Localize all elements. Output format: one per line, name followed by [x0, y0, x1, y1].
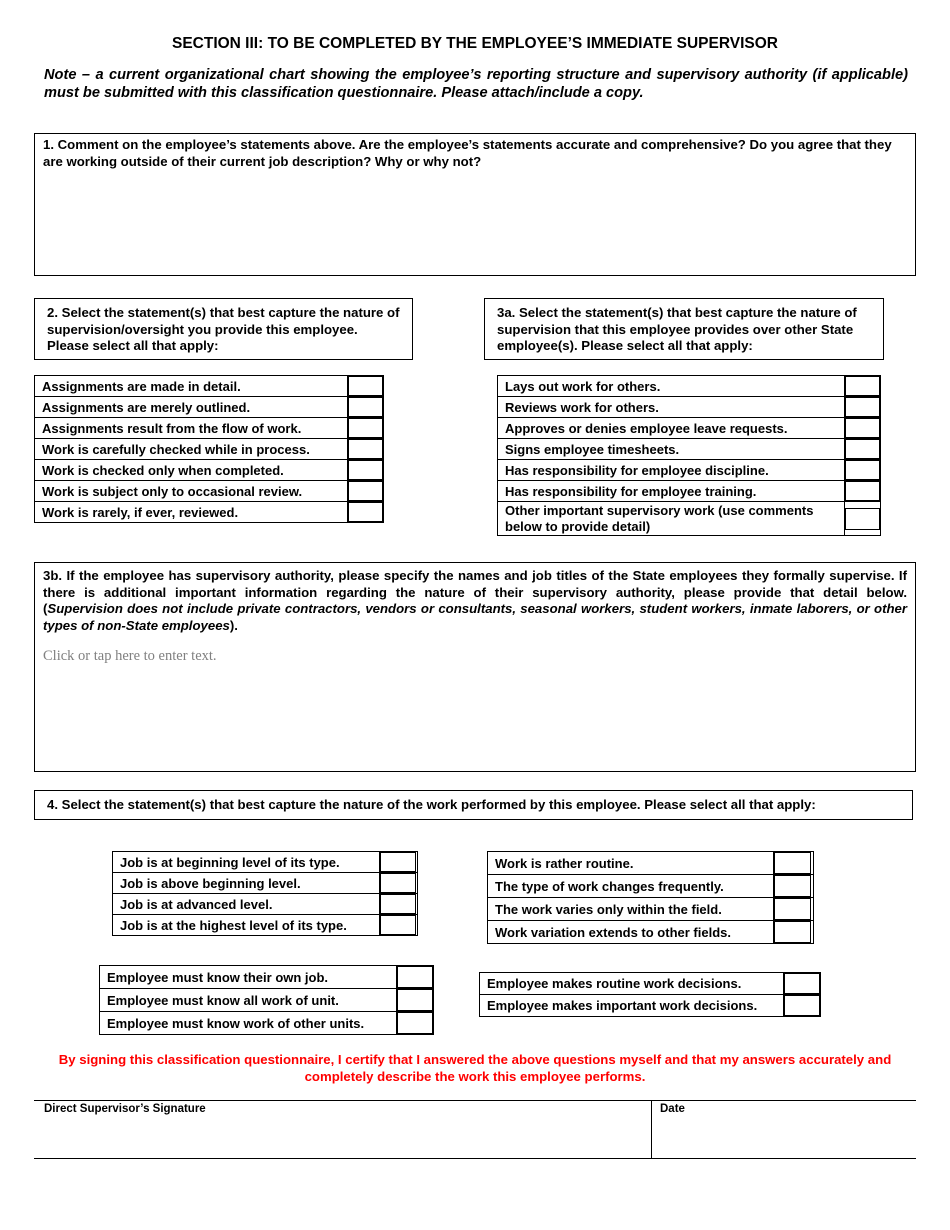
table-row [113, 915, 418, 936]
q3b-text-input[interactable]: Click or tap here to enter text. [43, 648, 217, 664]
q4-level-checkbox[interactable] [380, 852, 416, 872]
q3a-prompt-box [484, 298, 884, 360]
table-row [498, 418, 881, 439]
q2-option-checkbox[interactable] [348, 502, 383, 522]
q3a-option-label-line-1: Other important supervisory work (use comments [505, 502, 814, 518]
q2-option-label: Work is subject only to occasional review. [35, 481, 348, 502]
q3a-option-checkbox[interactable] [845, 481, 880, 501]
q4-decision-label: Employee makes routine work decisions. [480, 973, 784, 995]
q1-prompt: 1. Comment on the employee’s statements above. Are the employee’s statements accurate and comprehensive? Do you agree that they are working outside of their current job description? Why or why not? [43, 137, 892, 169]
table-row [113, 873, 418, 894]
q4-level-label: Job is at the highest level of its type. [113, 915, 380, 936]
q3a-option-checkbox[interactable] [845, 418, 880, 438]
table-row [35, 502, 384, 523]
q4-decision-label: Employee makes important work decisions. [480, 995, 784, 1017]
table-row [498, 460, 881, 481]
q4-routine-label: Work is rather routine. [488, 852, 774, 875]
q3a-option-checkbox[interactable] [845, 376, 880, 396]
date-field[interactable] [655, 1118, 913, 1156]
q4-routine-checkbox[interactable] [774, 875, 811, 897]
q3a-option-label: Lays out work for others. [498, 376, 845, 397]
table-row [100, 989, 434, 1012]
q4-knowledge-checkbox[interactable] [397, 966, 433, 988]
table-row [113, 894, 418, 915]
table-row [35, 481, 384, 502]
q4-knowledge-label: Employee must know all work of unit. [100, 989, 397, 1012]
q4-routine-checkbox[interactable] [774, 898, 811, 920]
table-row [488, 852, 814, 875]
q3b-prompt-end: ). [229, 617, 238, 633]
table-row [498, 439, 881, 460]
table-row [480, 973, 821, 995]
q4-decision-checkbox[interactable] [784, 973, 820, 994]
supervisor-signature-label: Direct Supervisor’s Signature [44, 1103, 206, 1115]
q2-prompt: 2. Select the statement(s) that best capture the nature of supervision/oversight you provide this employee. Please select all that apply: [47, 305, 400, 353]
q3a-option-label: Has responsibility for employee training. [498, 481, 845, 502]
section-title: SECTION III: TO BE COMPLETED BY THE EMPLOYEE’S IMMEDIATE SUPERVISOR [171, 35, 778, 52]
q4-level-checkbox[interactable] [380, 873, 416, 893]
q4-knowledge-label: Employee must know their own job. [100, 966, 397, 989]
table-row [100, 966, 434, 989]
table-row [100, 1012, 434, 1035]
q4-level-checkbox[interactable] [380, 915, 416, 935]
table-row [35, 418, 384, 439]
org-chart-note: Note – a current organizational chart showing the employee’s reporting structure and supervisory authority (if applicable) must be submitted with this classification questionnaire. Please attach/include a copy. [44, 67, 908, 101]
table-row [498, 376, 881, 397]
q3a-option-checkbox[interactable] [845, 397, 880, 417]
q4-knowledge-label: Employee must know work of other units. [100, 1012, 397, 1035]
q3a-option-checkbox[interactable] [845, 508, 880, 530]
q2-option-label: Work is carefully checked while in process. [35, 439, 348, 460]
q4-decision-checkbox[interactable] [784, 995, 820, 1016]
q2-options-table [34, 375, 384, 523]
q2-option-checkbox[interactable] [348, 418, 383, 438]
q4-knowledge-checkbox[interactable] [397, 1012, 433, 1034]
signature-divider [651, 1100, 652, 1158]
q4-routine-checkbox[interactable] [774, 852, 811, 874]
table-row [488, 921, 814, 944]
q4-routine-label: The type of work changes frequently. [488, 875, 774, 898]
q3a-options-table [497, 375, 881, 536]
q3a-option-label: Approves or denies employee leave requests. [498, 418, 845, 439]
q3b-box [34, 562, 916, 772]
q3a-option-label: Signs employee timesheets. [498, 439, 845, 460]
q4-level-label: Job is at advanced level. [113, 894, 380, 915]
q4-knowledge-checkbox[interactable] [397, 989, 433, 1011]
supervisor-signature-field[interactable] [36, 1118, 648, 1156]
q2-option-label: Work is checked only when completed. [35, 460, 348, 481]
q2-option-checkbox[interactable] [348, 481, 383, 501]
q3a-prompt: 3a. Select the statement(s) that best capture the nature of supervision that this employee provides over other State employee(s). Please select all that apply: [497, 305, 857, 353]
table-row [498, 397, 881, 418]
q2-option-checkbox[interactable] [348, 397, 383, 417]
q3b-prompt-italic: Supervision does not include private contractors, vendors or consultants, seasonal workers, student workers, inmate laborers, or other types of non-State employees [43, 601, 907, 633]
table-row [488, 875, 814, 898]
q4-prompt-box [34, 790, 913, 820]
q3a-option-label: Has responsibility for employee discipline. [498, 460, 845, 481]
q4-routine-table [487, 851, 814, 944]
q3a-option-checkbox[interactable] [845, 460, 880, 480]
q4-prompt: 4. Select the statement(s) that best capture the nature of the work performed by this employee. Please select all that apply: [47, 797, 816, 812]
q3a-option-label-line-2: below to provide detail) [505, 518, 651, 534]
q4-knowledge-table [99, 965, 434, 1035]
certification-statement: By signing this classification questionnaire, I certify that I answered the above questions myself and that my answers accurately and completely describe the work this employee performs. [58, 1052, 892, 1084]
q2-prompt-box [34, 298, 413, 360]
q2-option-label: Work is rarely, if ever, reviewed. [35, 502, 348, 523]
q4-level-label: Job is above beginning level. [113, 873, 380, 894]
q3a-option-label: Reviews work for others. [498, 397, 845, 418]
table-row [480, 995, 821, 1017]
q2-option-checkbox[interactable] [348, 376, 383, 396]
table-row [35, 397, 384, 418]
table-row [35, 439, 384, 460]
signature-top-line [34, 1100, 916, 1101]
table-row [498, 502, 881, 536]
table-row [35, 460, 384, 481]
q3b-prompt [43, 568, 907, 634]
table-row [488, 898, 814, 921]
q3a-option-checkbox[interactable] [845, 439, 880, 459]
q4-decision-table [479, 972, 821, 1017]
q2-option-label: Assignments result from the flow of work. [35, 418, 348, 439]
q4-routine-label: Work variation extends to other fields. [488, 921, 774, 944]
q3a-option-label [498, 502, 845, 536]
q1-box[interactable] [34, 133, 916, 276]
table-row [498, 481, 881, 502]
signature-bottom-line [34, 1158, 916, 1159]
q4-routine-label: The work varies only within the field. [488, 898, 774, 921]
q4-level-table [112, 851, 418, 936]
q2-option-label: Assignments are made in detail. [35, 376, 348, 397]
q2-option-label: Assignments are merely outlined. [35, 397, 348, 418]
q4-routine-checkbox[interactable] [774, 921, 811, 943]
q2-option-checkbox[interactable] [348, 439, 383, 459]
q2-option-checkbox[interactable] [348, 460, 383, 480]
q3b-prompt-main: 3b. If the employee has supervisory authority, please specify the names and job titles of the State employees they formally supervise. If there is additional important information regarding the nature of their supervisory authority, please provide that detail below. ( [43, 568, 907, 616]
table-row [113, 852, 418, 873]
table-row [35, 376, 384, 397]
q4-level-checkbox[interactable] [380, 894, 416, 914]
q4-level-label: Job is at beginning level of its type. [113, 852, 380, 873]
date-label: Date [660, 1103, 685, 1115]
